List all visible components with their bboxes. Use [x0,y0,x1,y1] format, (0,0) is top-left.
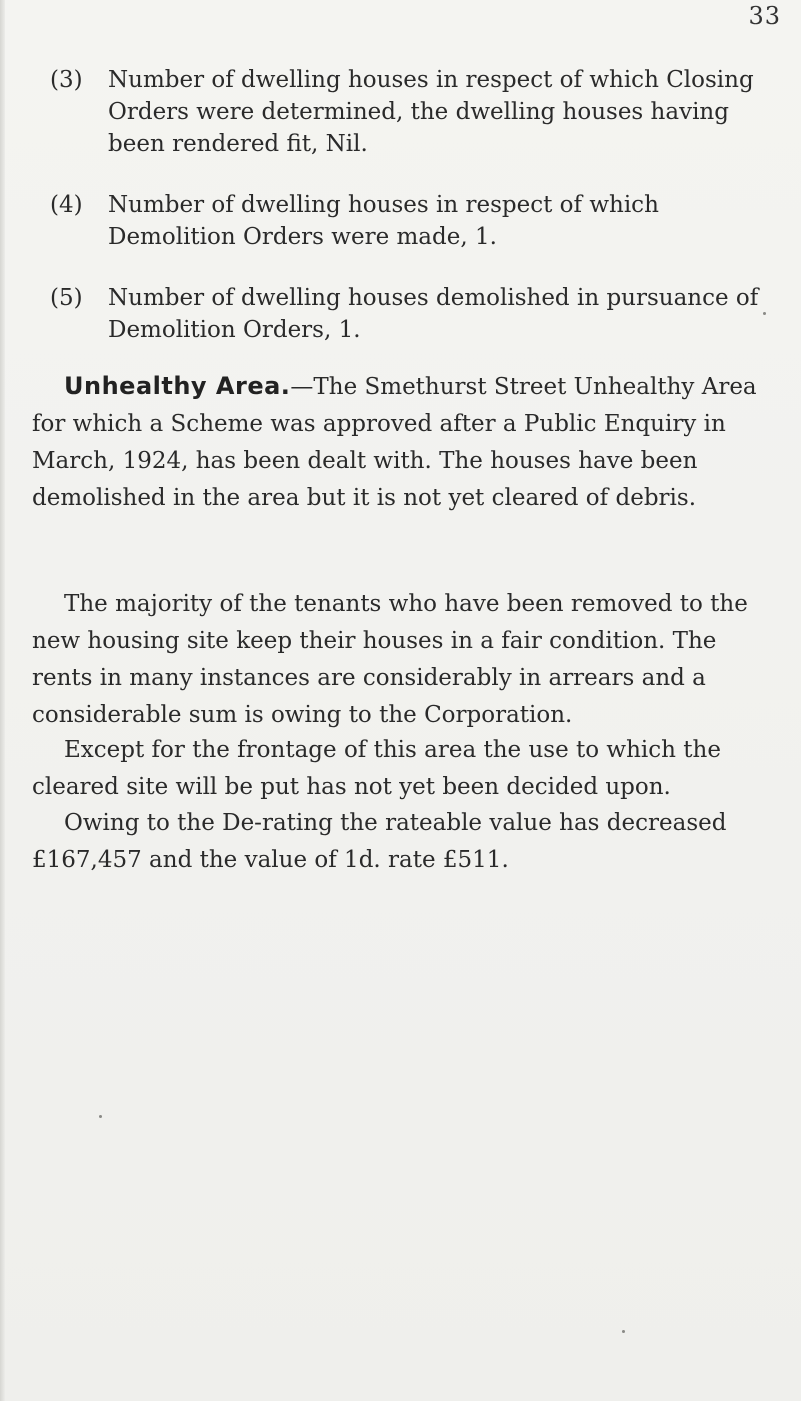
derating-paragraph-text: Owing to the De-rating the rateable value has decreased £167,457 and the value of 1d. rate £511. [32,810,727,873]
unhealthy-area-paragraph [32,368,774,517]
unhealthy-area-text: —The Smethurst Street Unhealthy Area for which a Scheme was approved after a Public Enquiry in March, 1924, has been dealt with. The houses have been demolished in the area but it is not yet cleared of debris. [32,374,757,511]
page-edge-shadow [0,0,5,1401]
list-item-5 [50,282,770,346]
speck-mark [622,1330,625,1333]
speck-mark [99,1115,102,1118]
list-item-number: (5) [50,285,83,311]
tenants-paragraph [32,586,774,734]
derating-paragraph [32,805,774,879]
list-item-text: Number of dwelling houses in respect of which Closing Orders were determined, the dwelling houses having been rendered fit, Nil. [108,67,754,157]
list-item-text: Number of dwelling houses in respect of which Demolition Orders were made, 1. [108,192,659,250]
tenants-paragraph-text: The majority of the tenants who have been removed to the new housing site keep their houses in a fair condition. The rents in many instances are considerably in arrears and a considerable sum is owing to the Corporation. [32,591,748,728]
frontage-paragraph [32,732,774,806]
list-item-text: Number of dwelling houses demolished in pursuance of Demolition Orders, 1. [108,285,759,343]
frontage-paragraph-text: Except for the frontage of this area the use to which the cleared site will be put has not yet been decided upon. [32,737,721,800]
list-item-number: (4) [50,192,83,218]
unhealthy-area-heading: Unhealthy Area. [64,372,291,400]
speck-mark [763,312,766,315]
list-item-4 [50,189,770,253]
page-number: 33 [748,2,781,30]
list-item-3 [50,64,770,160]
list-item-number: (3) [50,67,83,93]
